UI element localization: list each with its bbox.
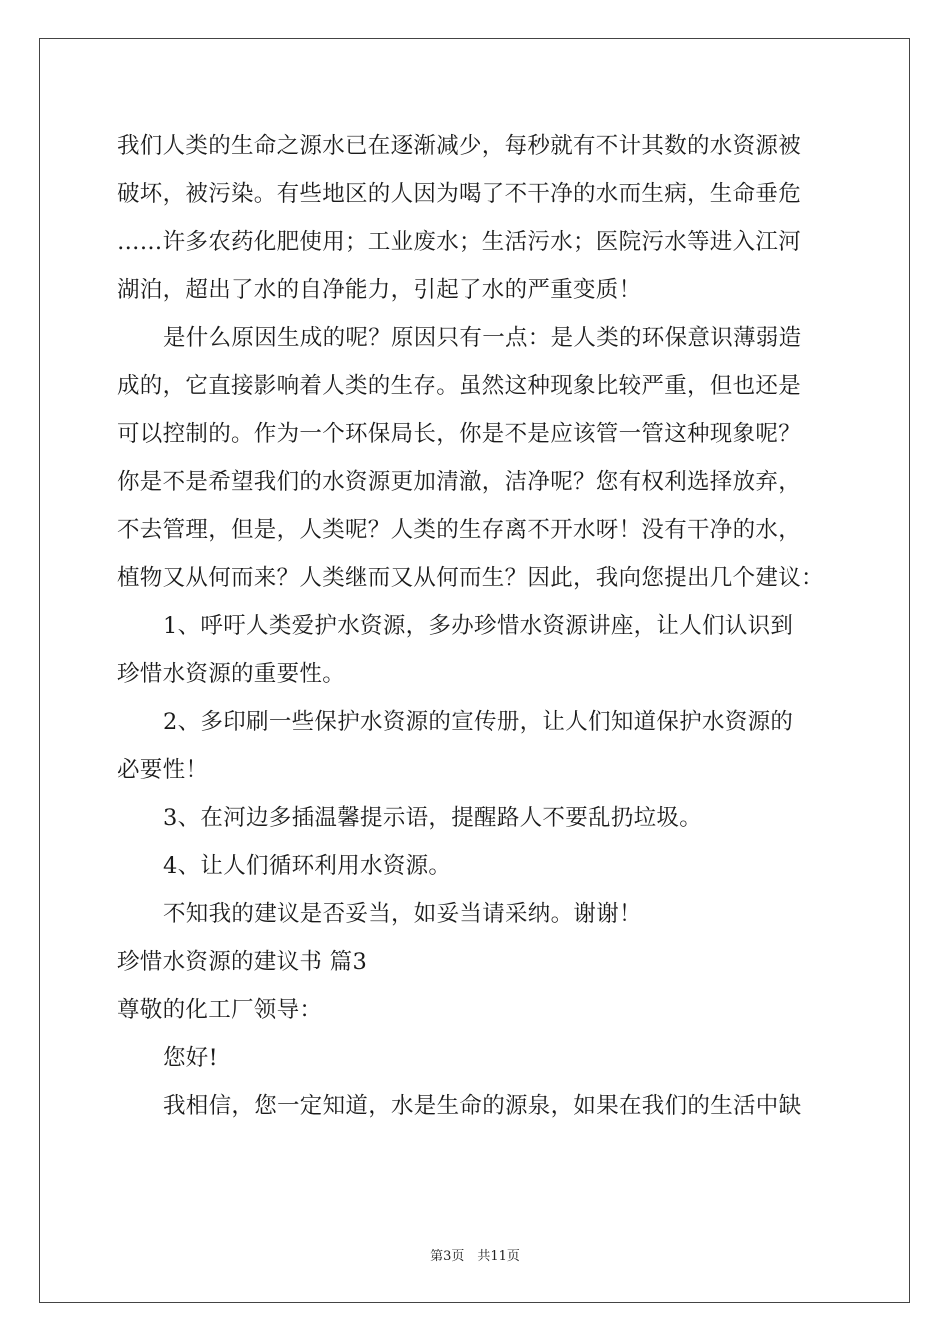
paragraph-line: 不去管理，但是，人类呢？人类的生存离不开水呀！没有干净的水，	[117, 517, 802, 543]
paragraph-line: 成的，它直接影响着人类的生存。虽然这种现象比较严重，但也还是	[117, 373, 802, 399]
paragraph-line: ……许多农药化肥使用；工业废水；生活污水；医院污水等进入江河	[117, 229, 802, 255]
page-number: 第3页 共11页	[430, 1249, 520, 1264]
paragraph-line: 湖泊，超出了水的自净能力，引起了水的严重变质！	[117, 277, 642, 303]
paragraph-line: 必要性！	[117, 757, 209, 783]
closing-line: 不知我的建议是否妥当，如妥当请采纳。谢谢！	[163, 901, 642, 927]
greeting: 您好!	[163, 1045, 218, 1071]
section-heading: 珍惜水资源的建议书 篇3	[117, 949, 368, 975]
paragraph-line: 破坏，被污染。有些地区的人因为喝了不干净的水而生病，生命垂危	[117, 181, 802, 207]
paragraph-line: 可以控制的。作为一个环保局长，你是不是应该管一管这种现象呢？	[117, 421, 802, 447]
paragraph-line: 珍惜水资源的重要性。	[117, 661, 346, 687]
paragraph-line: 植物又从何而来？人类继而又从何而生？因此，我向您提出几个建议：	[117, 565, 824, 591]
paragraph-line: 我们人类的生命之源水已在逐渐减少，每秒就有不计其数的水资源被	[117, 133, 802, 159]
paragraph-line: 你是不是希望我们的水资源更加清澈，洁净呢？您有权利选择放弃，	[117, 469, 802, 495]
suggestion-item-4: 4、让人们循环利用水资源。	[163, 853, 452, 879]
suggestion-item-3: 3、在河边多插温馨提示语，提醒路人不要乱扔垃圾。	[163, 805, 703, 831]
suggestion-item-1: 1、呼吁人类爱护水资源，多办珍惜水资源讲座，让人们认识到	[163, 613, 794, 639]
suggestion-item-2: 2、多印刷一些保护水资源的宣传册，让人们知道保护水资源的	[163, 709, 794, 735]
paragraph-line: 是什么原因生成的呢？原因只有一点：是人类的环保意识薄弱造	[163, 325, 802, 351]
salutation: 尊敬的化工厂领导：	[117, 997, 323, 1023]
paragraph-line: 我相信，您一定知道，水是生命的源泉，如果在我们的生活中缺	[163, 1093, 802, 1119]
